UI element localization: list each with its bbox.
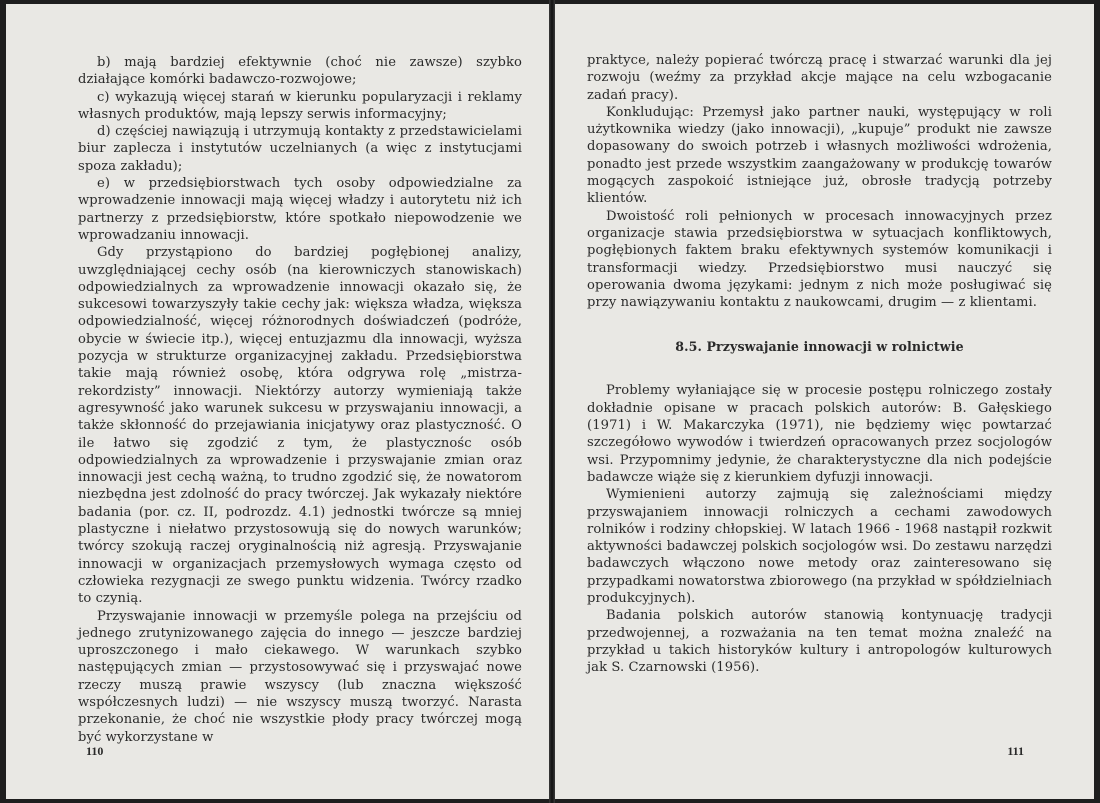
list-item-e: e) w przedsiębiorstwach tych osoby odpowiedzialne za wprowadzenie innowacji mają więcej władzy i autorytetu niż ich partnerzy z przedsiębiorstw, które spotkało niepowodzenie we wprowadzaniu innowacji.: [78, 176, 522, 243]
page-number: 111: [1007, 744, 1024, 758]
list-item-b: b) mają bardziej efektywnie (choć nie zawsze) szybko działające komórki badawczo-rozwojowe;: [78, 55, 522, 88]
list-item-d: d) częściej nawiązują i utrzymują kontakty z przedstawicielami biur zaplecza i instytutów uczelnianych (a więc z instytucjami spoza zakładu);: [78, 124, 522, 174]
body-paragraph: Wymienieni autorzy zajmują się zależnościami między przyswajaniem innowacji rolniczych a cechami zawodowych rolników i rodziny chłopskiej. W latach 1966 - 1968 nastąpił rozkwit aktywności badawczej polskich socjologów wsi. Do zestawu narzędzi badawczych włączono nowe metody oraz zainteresowano się przypadkami nowatorstwa zbiorowego (na przykład w spółdzielniach produkcyjnych).: [587, 487, 1052, 607]
section-heading: 8.5. Przyswajanie innowacji w rolnictwie: [675, 339, 964, 355]
body-paragraph: Gdy przystąpiono do bardziej pogłębionej analizy, uwzględniającej cechy osób (na kierowniczych stanowiskach) odpowiedzialnych za wprowadzenie innowacji okazało się, że sukcesowi towarzyszyły takie cechy jak: większa władza, większa odpowiedzialność, więcej różnorodnych doświadczeń (podróże, obycie w świecie itp.), więcej entuzjazmu dla innowacji, wyższa pozycja w strukturze organizacyjnej zakładu. Przedsiębiorstwa takie mają również osobę, która odgrywa rolę „mistrza-rekordzisty” innowacji. Niektórzy autorzy wymieniają także agresywność jako warunek sukcesu w przyswajaniu innowacji, a także skłonność do przejawiania inicjatywy oraz plastyczność. O ile łatwo się zgodzić z tym, że plastycznośc osób odpowiedzialnych za wprowadzenie i przyswajanie zmian oraz innowacji jest cechą ważną, to trudno zgodzić się, że nowatorom niezbędna jest zdolność do pracy twórczej. Jak wykazały niektóre badania (por. cz. II, podrozdz. 4.1) jednostki twórcze są mniej plastyczne i niełatwo przystosowują się do nowych warunków; twórcy szokują raczej oryginalnością niż agresją. Przyswajanie innowacji w organizacjach przemysłowych wymaga często od człowieka rezygnacji ze swego punktu widzenia. Twórcy rzadko to czynią.: [78, 245, 522, 607]
body-paragraph: Konkludując: Przemysł jako partner nauki, występujący w roli użytkownika wiedzy (jako innowacji), „kupuje” produkt nie zawsze dopasowany do swoich potrzeb i własnych możliwości wdrożenia, ponadto jest przede wszystkim zaangażowany w produkcję towarów mogących zaspokoić istniejące już, obrosłe tradycją potrzeby klientów.: [587, 104, 1052, 207]
page-number: 110: [86, 744, 104, 758]
left-page: [6, 4, 549, 799]
body-paragraph: praktyce, należy popierać twórczą pracę i stwarzać warunki dla jej rozwoju (weźmy za przykład akcje mające na celu wzbogacanie zadań pracy).: [587, 53, 1052, 103]
body-paragraph: Przyswajanie innowacji w przemyśle polega na przejściu od jednego zrutynizowanego zajęcia do innego — jeszcze bardziej uproszczonego i mało ciekawego. W warunkach szybko następujących zmian — przystosowywać się i przyswajać nowe rzeczy muszą prawie wszyscy (lub znaczna większość współczesnych ludzi) — nie wszyscy muszą tworzyć. Narasta przekonanie, że choć nie wszystkie płody pracy twórczej mogą być wykorzystane w: [78, 608, 522, 745]
list-item-c: c) wykazują więcej starań w kierunku popularyzacji i reklamy własnych produktów, mają lepszy serwis informacyjny;: [78, 89, 522, 122]
body-paragraph: Dwoistość roli pełnionych w procesach innowacyjnych przez organizacje stawia przedsiębiorstwa w sytuacjach konfliktowych, pogłębionych faktem braku efektywnych systemów komunikacji i transformacji wiedzy. Przedsiębiorstwo musi nauczyć się operowania dwoma językami: jednym z nich może posługiwać się przy nawiązywaniu kontaktu z naukowcami, drugim — z klientami.: [587, 208, 1052, 311]
right-page: [555, 4, 1094, 799]
body-paragraph: Badania polskich autorów stanowią kontynuację tradycji przedwojennej, a rozważania na ten temat można znaleźć na przykład u takich historyków kultury i antropologów kulturowych jak S. Czarnowski (1956).: [587, 608, 1052, 676]
body-paragraph: Problemy wyłaniające się w procesie postępu rolniczego zostały dokładnie opisane w pracach polskich autorów: B. Gałęskiego (1971) i W. Makarczyka (1971), nie będziemy więc powtarzać szczegółowo wywodów i twierdzeń opracowanych przez socjologów wsi. Przypomnimy jedynie, że charakterystyczne dla nich podejście badawcze wiąże się z kierunkiem dyfuzji innowacji.: [587, 383, 1052, 485]
